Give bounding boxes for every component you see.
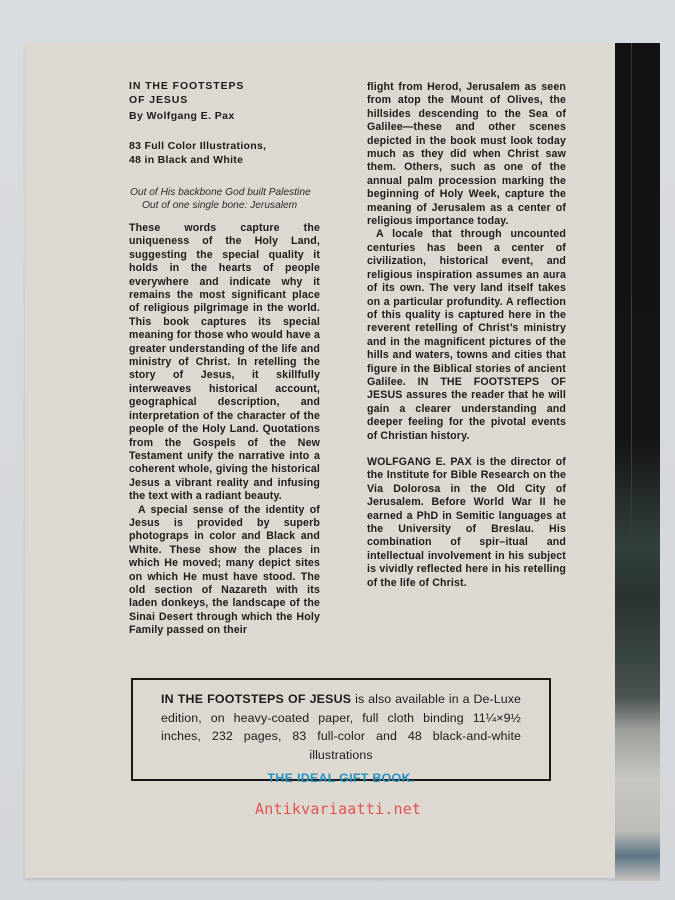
gift-book-tagline: THE IDEAL GIFT BOOK. (267, 771, 415, 786)
spine-photo-strip (615, 43, 660, 881)
watermark: Antikvariaatti.net (255, 800, 422, 818)
book-title-line-2: OF JESUS (129, 93, 189, 106)
quote-line-1: Out of His backbone God built Palestine (130, 187, 311, 198)
spine-edge-line (631, 43, 632, 546)
deluxe-edition-text (161, 690, 521, 764)
epigraph-quote (130, 186, 311, 213)
description-column-right (367, 81, 566, 590)
book-title-line-1: IN THE FOOTSTEPS (129, 80, 245, 92)
book-title (129, 80, 244, 107)
bw-illustrations: 48 in Black and White (129, 153, 244, 166)
paragraph: A locale that through uncounted centuries has been a center of civilization, historical event, and religious inspiration assumes an aura of its own. The very land itself takes on a particular profundity. A reflection of this quality is captured here in the reverent retelling of Christ’s ministry and in the magnificent pictures of the hills and waters, towns and cities that figure in the Biblical stories of ancient Galilee. IN THE FOOTSTEPS OF JESUS assures the reader that he will gain a clearer understanding and deeper feeling for the pivotal events of Christian history. (367, 228, 566, 442)
author-bio: WOLFGANG E. PAX is the director of the Institute for Bible Research on the Via Dolorosa in the Old City of Jerusalem. Before World War II he earned a PhD in Semitic languages at the University of Breslau. His combination of spir–itual and intellectual involvement in his subject is vividly reflected here in his retelling of the life of Christ. (367, 455, 566, 589)
paragraph: flight from Herod, Jerusalem as seen from atop the Mount of Olives, the hillsides descending to the Sea of Galilee—these and other scenes depicted in the book must look today much as they did when Christ saw them. Others, such as one of the annual palm procession marking the beginning of Holy Week, capture the meaning of Jerusalem as a center of religious importance today. (367, 81, 566, 228)
deluxe-title: IN THE FOOTSTEPS OF JESUS (161, 692, 352, 706)
description-column-left (129, 222, 320, 638)
color-illustrations: 83 Full Color Illustrations, (129, 140, 267, 152)
deluxe-details: is also available in a De-Luxe edition, on heavy-coated paper, full cloth binding 11¼×9½ inches, 232 pages, 83 full-color and 48 black-and-white illustrations (161, 692, 521, 762)
paragraph: These words capture the uniqueness of the Holy Land, suggesting the special quality it holds in the hearts of people everywhere and indicate why it remains the most significant place of religious pilgrimage in the world. This book captures its special meaning for those who would have a greater understanding of the life and ministry of Christ. In retelling the story of Jesus, it skillfully interweaves historical account, geographical description, and interpretation of the character of the people of the Holy Land. Quotations from the Gospels of the New Testament unify the narrative into a coherent whole, giving the historical Jesus a vibrant reality and infusing the text with a radiant beauty. (129, 222, 320, 503)
paragraph: A special sense of the identity of Jesus is provided by superb photograps in color and Black and White. These show the places in which He moved; many depict sites on which He must have stood. The old section of Nazareth with its laden donkeys, the landscape of the Sinai Desert through which the Holy Family passed on their (129, 503, 320, 637)
author-byline: By Wolfgang E. Pax (129, 110, 235, 122)
deluxe-edition-box (131, 678, 551, 786)
quote-line-2: Out of one single bone: Jerusalem (142, 200, 298, 212)
illustration-count (129, 140, 266, 167)
